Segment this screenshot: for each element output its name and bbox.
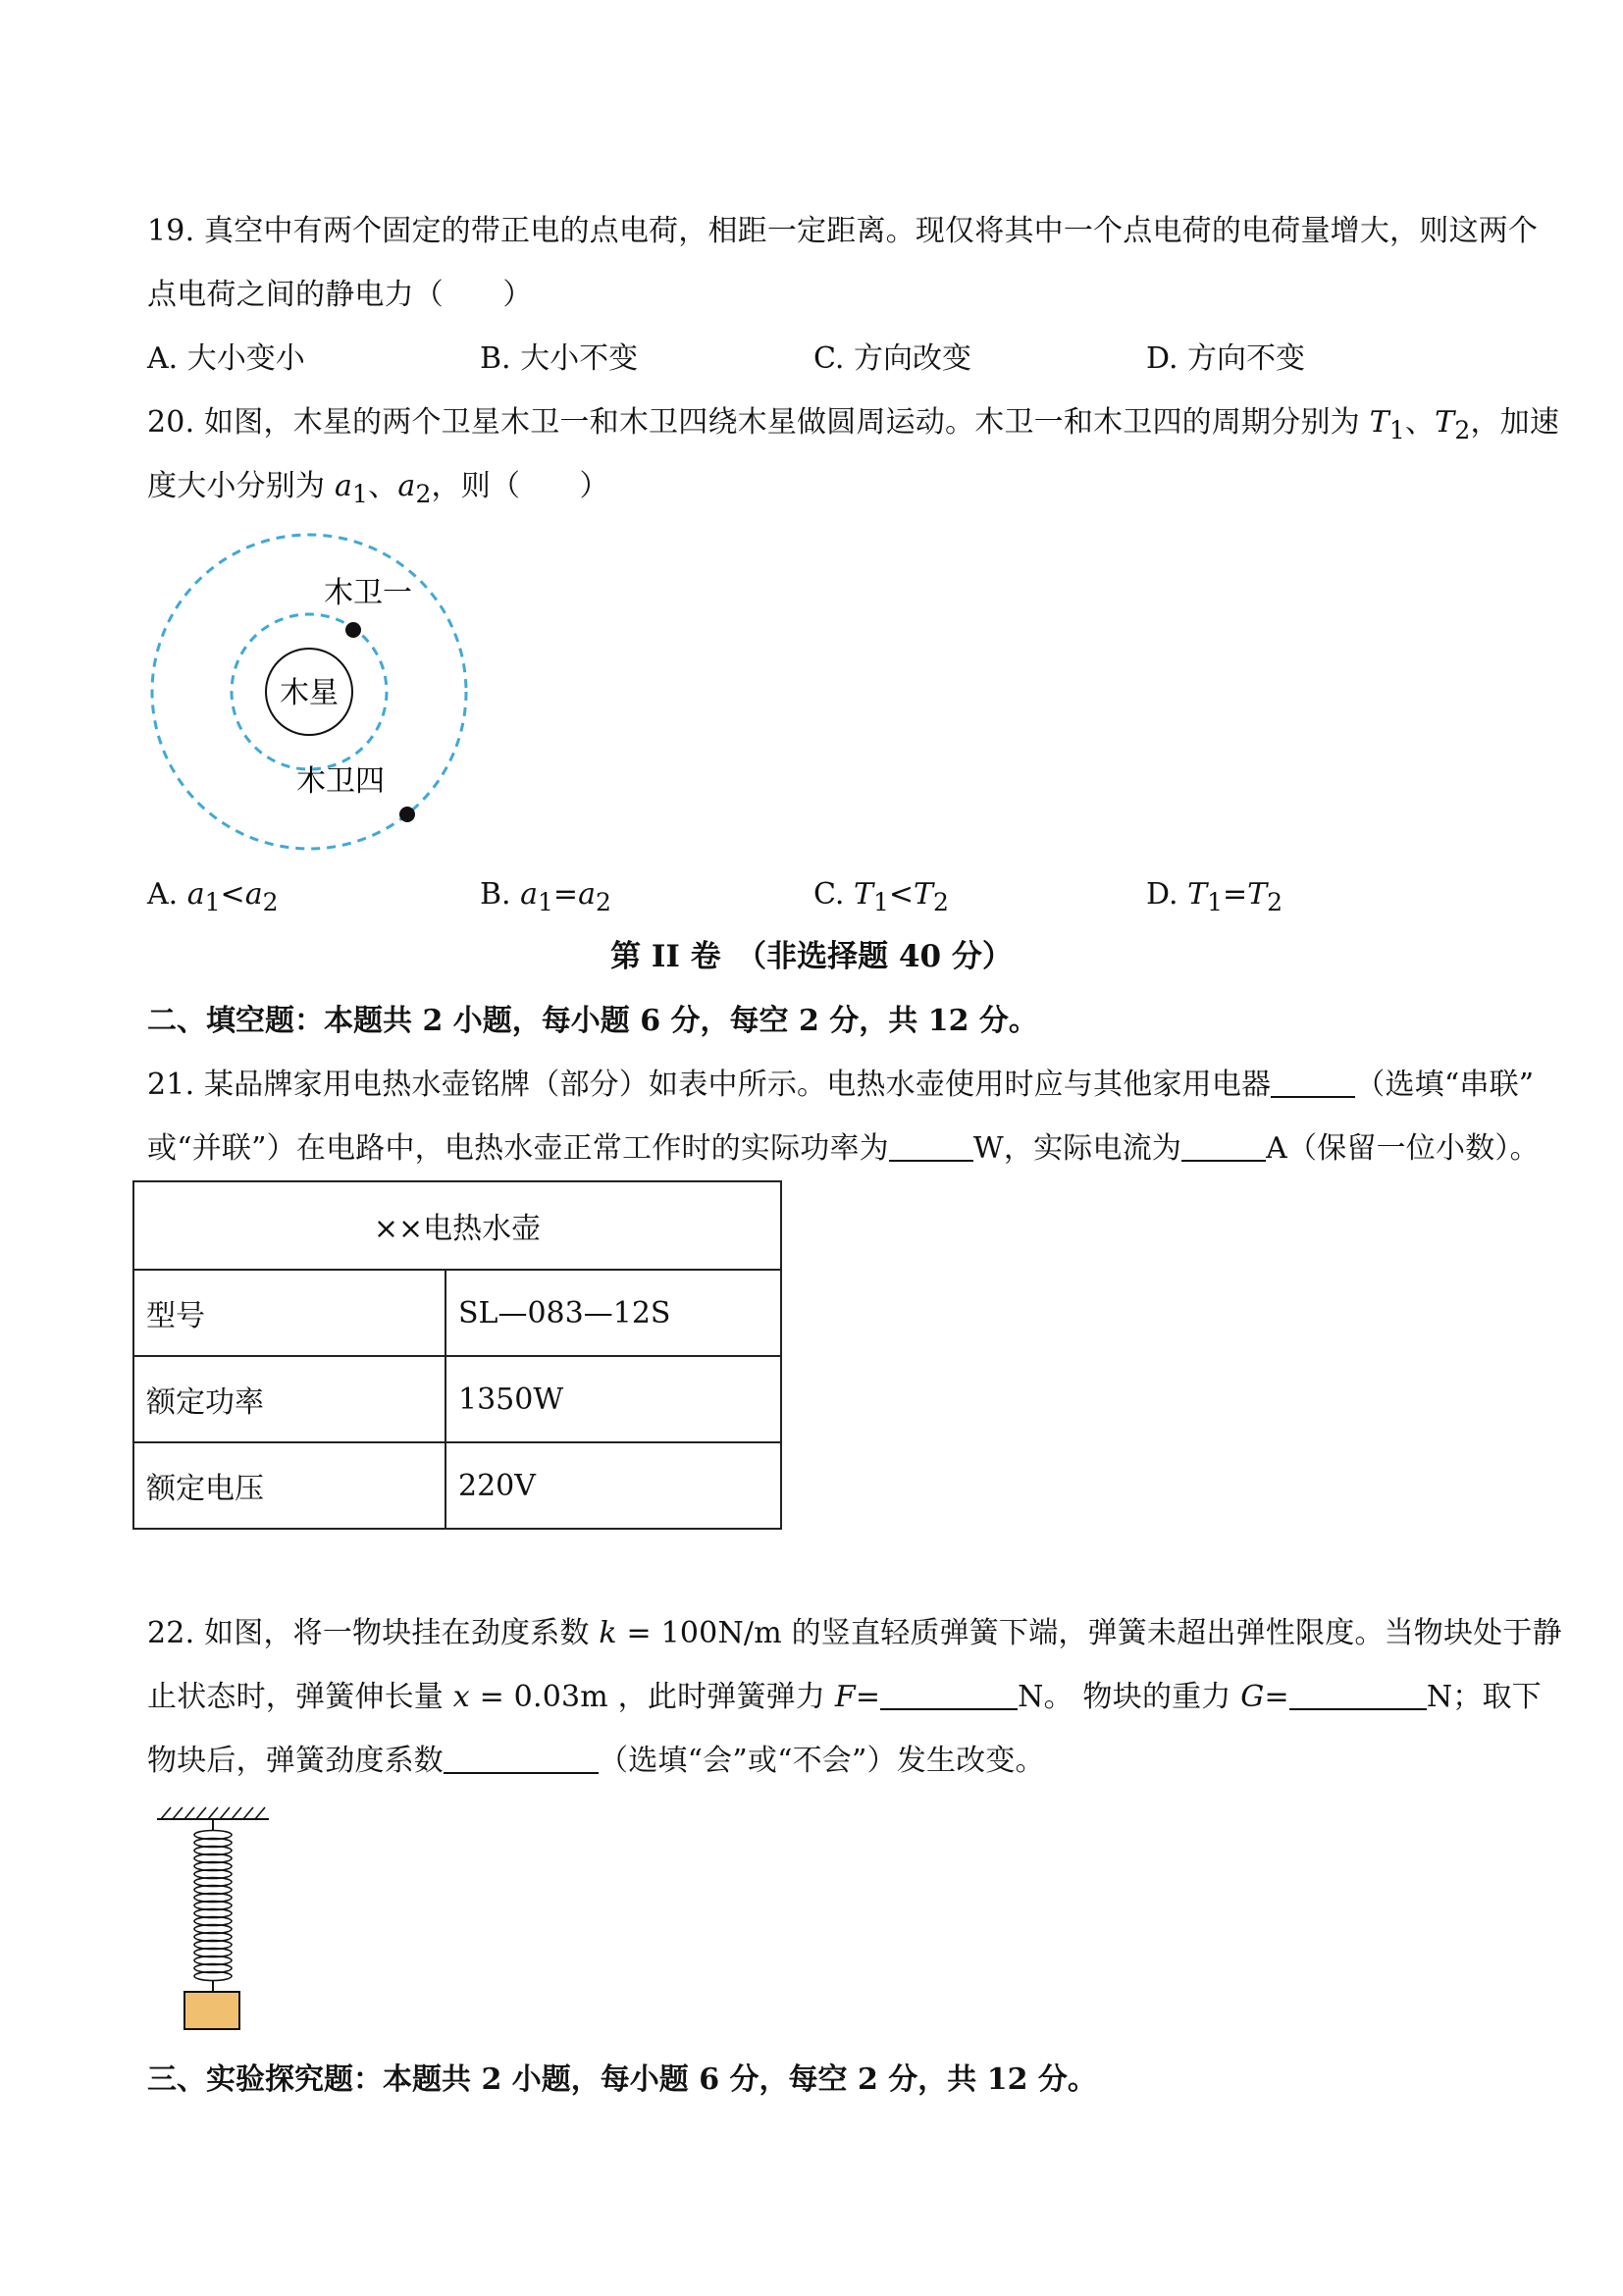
q22-line2-end: N；取下 bbox=[1426, 1680, 1542, 1714]
q21-line1-end: （选填“串联” bbox=[1355, 1068, 1535, 1102]
var-f: F bbox=[834, 1680, 856, 1714]
callisto-dot bbox=[399, 807, 415, 822]
var-g: G bbox=[1240, 1680, 1265, 1714]
q20-option-b bbox=[480, 875, 611, 922]
q22-line2-mid2: N。 物块的重力 bbox=[1018, 1680, 1241, 1714]
option-prefix: C. bbox=[813, 877, 854, 912]
io-label: 木卫一 bbox=[324, 576, 412, 610]
q20-line1 bbox=[147, 403, 1560, 450]
table-row bbox=[133, 1442, 781, 1529]
q19-option-b: B. 大小不变 bbox=[480, 341, 639, 376]
q19-option-a: A. 大小变小 bbox=[147, 341, 305, 376]
section3-heading: 三、实验探究题：本题共 2 小题，每小题 6 分，每空 2 分，共 12 分。 bbox=[147, 2062, 1097, 2097]
option-sub: 2 bbox=[262, 888, 279, 916]
table-cell-value: 220V bbox=[445, 1442, 781, 1529]
answer-blank[interactable] bbox=[444, 1743, 599, 1774]
k-value: = 100N/m bbox=[616, 1616, 782, 1650]
separator: 、 bbox=[1404, 405, 1436, 440]
option-sub: 2 bbox=[933, 888, 949, 916]
table-cell-value: SL—083—12S bbox=[445, 1270, 781, 1356]
q20-option-d bbox=[1146, 875, 1283, 922]
option-var: a bbox=[578, 877, 596, 912]
option-sub: 1 bbox=[872, 888, 889, 916]
q22-line2 bbox=[147, 1678, 1542, 1717]
table-row bbox=[133, 1181, 781, 1270]
hanging-block bbox=[184, 1992, 239, 2029]
option-sub: 1 bbox=[1207, 888, 1223, 916]
q21-line2 bbox=[147, 1129, 1540, 1169]
table-cell-label: 型号 bbox=[133, 1270, 445, 1356]
q20-line1-text: 20. 如图，木星的两个卫星木卫一和木卫四绕木星做圆周运动。木卫一和木卫四的周期分别为 bbox=[147, 405, 1370, 440]
equals: = bbox=[855, 1680, 881, 1714]
part2-title: 第 II 卷 （非选择题 40 分） bbox=[610, 939, 1013, 974]
io-dot bbox=[345, 622, 361, 638]
table-cell-label: 额定功率 bbox=[133, 1356, 445, 1442]
table-cell-label: 额定电压 bbox=[133, 1442, 445, 1529]
q19-line1: 19. 真空中有两个固定的带正电的点电荷，相距一定距离。现仅将其中一个点电荷的电荷量增大，则这两个 bbox=[147, 214, 1539, 248]
option-sub: 1 bbox=[538, 888, 553, 916]
q21-line2-mid: W，实际电流为 bbox=[972, 1131, 1182, 1166]
var-x: x bbox=[452, 1680, 470, 1714]
option-prefix: B. bbox=[480, 877, 521, 912]
option-var: T bbox=[1247, 877, 1268, 912]
sub-2: 2 bbox=[415, 480, 432, 508]
var-t2: T bbox=[1435, 405, 1455, 440]
answer-blank[interactable] bbox=[1289, 1679, 1427, 1710]
jupiter-label: 木星 bbox=[280, 676, 339, 710]
callisto-label: 木卫四 bbox=[296, 764, 385, 799]
var-a2: a bbox=[397, 469, 416, 503]
ceiling-hatch bbox=[161, 1807, 265, 1819]
option-sub: 1 bbox=[204, 888, 221, 916]
option-operator: < bbox=[888, 877, 915, 912]
q20-option-c bbox=[813, 875, 949, 922]
x-value: = 0.03m bbox=[469, 1680, 608, 1714]
sub-2: 2 bbox=[1454, 416, 1471, 444]
option-var: T bbox=[1187, 877, 1208, 912]
q22-line2-mid: ，此时弹簧弹力 bbox=[607, 1680, 835, 1714]
q19-line2: 点电荷之间的静电力（ ） bbox=[147, 278, 533, 312]
sub-1: 1 bbox=[352, 480, 369, 508]
table-row bbox=[133, 1270, 781, 1356]
q20-line1-end: ，加速 bbox=[1470, 405, 1560, 440]
var-k: k bbox=[599, 1616, 617, 1650]
q22-line3-end: （选填“会”或“不会”）发生改变。 bbox=[599, 1744, 1045, 1778]
answer-blank[interactable] bbox=[889, 1130, 973, 1162]
table-row bbox=[133, 1356, 781, 1442]
q22-line2-text: 止状态时，弹簧伸长量 bbox=[147, 1680, 453, 1714]
equals: = bbox=[1264, 1680, 1289, 1714]
option-var: a bbox=[186, 877, 205, 912]
answer-blank[interactable] bbox=[1271, 1067, 1355, 1098]
option-operator: < bbox=[220, 877, 245, 912]
option-sub: 2 bbox=[1267, 888, 1283, 916]
q20-line2 bbox=[147, 467, 1492, 514]
q19-option-c: C. 方向改变 bbox=[813, 341, 971, 376]
q22-line3-text: 物块后，弹簧劲度系数 bbox=[147, 1744, 444, 1778]
spring-coils bbox=[194, 1831, 232, 1981]
option-var: T bbox=[914, 877, 934, 912]
option-sub: 2 bbox=[595, 888, 611, 916]
option-prefix: A. bbox=[147, 877, 187, 912]
jupiter-orbit-diagram bbox=[137, 520, 491, 863]
q20-line2-text: 度大小分别为 bbox=[147, 469, 335, 503]
q21-line2-text: 或“并联”）在电路中，电热水壶正常工作时的实际功率为 bbox=[147, 1131, 889, 1166]
option-var: T bbox=[853, 877, 873, 912]
var-a1: a bbox=[334, 469, 353, 503]
sub-1: 1 bbox=[1388, 416, 1405, 444]
q21-line1-text: 21. 某品牌家用电热水壶铭牌（部分）如表中所示。电热水壶使用时应与其他家用电器 bbox=[147, 1068, 1272, 1102]
answer-blank[interactable] bbox=[1181, 1130, 1266, 1162]
section2-heading: 二、填空题：本题共 2 小题，每小题 6 分，每空 2 分，共 12 分。 bbox=[147, 1004, 1038, 1038]
q20-line2-end: ，则（ ） bbox=[431, 469, 609, 503]
var-t1: T bbox=[1369, 405, 1389, 440]
option-var: a bbox=[244, 877, 263, 912]
option-operator: = bbox=[552, 877, 579, 912]
option-operator: = bbox=[1222, 877, 1248, 912]
q22-line1 bbox=[147, 1614, 1562, 1653]
option-var: a bbox=[520, 877, 539, 912]
q20-option-a bbox=[147, 875, 278, 922]
q22-line1-end: 的竖直轻质弹簧下端，弹簧未超出弹性限度。当物块处于静 bbox=[781, 1616, 1562, 1650]
q21-line1 bbox=[147, 1066, 1535, 1105]
spring-block-diagram bbox=[147, 1805, 285, 2041]
q19-option-d: D. 方向不变 bbox=[1146, 341, 1306, 376]
table-title: ××电热水壶 bbox=[133, 1181, 781, 1270]
q22-line1-text: 22. 如图，将一物块挂在劲度系数 bbox=[147, 1616, 600, 1650]
answer-blank[interactable] bbox=[880, 1679, 1018, 1710]
kettle-nameplate-table bbox=[132, 1180, 782, 1530]
q21-line2-end: A（保留一位小数）。 bbox=[1266, 1131, 1540, 1166]
option-prefix: D. bbox=[1146, 877, 1188, 912]
q22-line3 bbox=[147, 1742, 1492, 1781]
table-cell-value: 1350W bbox=[445, 1356, 781, 1442]
separator: 、 bbox=[368, 469, 398, 503]
